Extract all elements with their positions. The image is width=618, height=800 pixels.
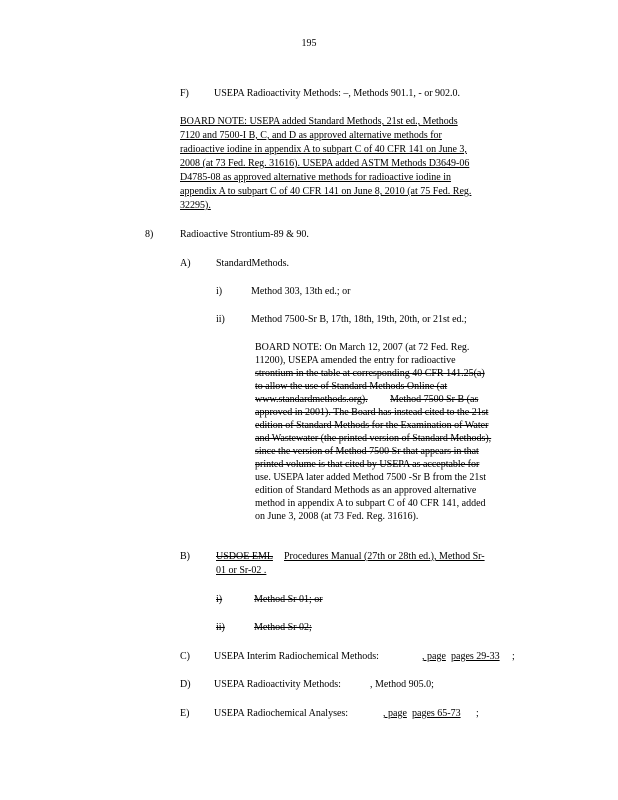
board-note-1-line: 7120 and 7500-I B, C, and D as approved alternative methods for [180, 130, 442, 141]
item-E-label: E) [180, 708, 190, 719]
item-A-text: StandardMethods. [216, 258, 290, 269]
item-B-text: Procedures Manual (27th or 28th ed.), Method Sr- [284, 551, 485, 562]
board-note-1-line: BOARD NOTE: USEPA added Standard Methods, 21st ed., Methods [180, 116, 458, 127]
board-note-2-line: BOARD NOTE: On March 12, 2007 (at 72 Fed. Reg. [255, 342, 470, 353]
board-note-1-line: radioactive iodine in appendix A to subpart C of 40 CFR 141 on June 3, [180, 144, 467, 155]
item-E-text: USEPA Radiochemical Analyses: [214, 708, 349, 719]
board-note-2-line: edition of Standard Methods as an approved alternative [255, 485, 477, 496]
item-A-label: A) [180, 258, 191, 269]
board-note-1-line: appendix A to subpart C of 40 CFR 141 on June 8, 2010 (at 75 Fed. Reg. [180, 186, 472, 197]
board-note-2-deleted-line: Method 7500 Sr B (as [390, 394, 479, 405]
item-E-pages: pages 65-73 [412, 708, 461, 719]
item-B-ii-text: Method Sr 02; [254, 622, 312, 633]
item-B-i-label: i) [216, 594, 223, 605]
board-note-2-line: method in appendix A to subpart C of 40 CFR 141, added [255, 498, 486, 509]
board-note-2-deleted-line: and Wastewater (the printed version of Standard Methods), [255, 433, 492, 444]
item-F-label: F) [180, 88, 189, 99]
item-A-i-label: i) [216, 286, 223, 297]
item-B-label: B) [180, 551, 190, 562]
board-note-2-deleted-line: approved in 2001). The Board has instead cited to the 21st [255, 407, 489, 418]
board-note-2-deleted-line: strontium in the table at corresponding 40 CFR 141.25(a) [255, 368, 485, 379]
item-E-deleted: , page [383, 708, 407, 719]
item-8-label: 8) [145, 229, 154, 240]
board-note-2-deleted-line: to allow the use of Standard Methods Online (at [255, 381, 448, 392]
item-B-text-cont: 01 or Sr-02 . [216, 565, 267, 576]
item-B-deleted-source: USDOE EML [216, 551, 273, 562]
board-note-1-line: 32295). [180, 200, 211, 211]
board-note-2-deleted-line: since the version of Method 7500 Sr that appears in that [255, 446, 479, 457]
item-B-ii-label: ii) [216, 622, 225, 633]
board-note-2-deleted-line: edition of Standard Methods for the Examination of Water [255, 420, 489, 431]
item-B-i-text: Method Sr 01; or [254, 594, 323, 605]
board-note-2-line: 11200), USEPA amended the entry for radioactive [255, 355, 456, 366]
item-C-label: C) [180, 651, 190, 662]
board-note-2-line: on June 3, 2008 (at 73 Fed. Reg. 31616). [255, 511, 419, 522]
item-8-text: Radioactive Strontium-89 & 90. [180, 229, 309, 240]
item-E-end: ; [476, 708, 479, 719]
item-C-pages: pages 29-33 [451, 651, 500, 662]
item-D-label: D) [180, 679, 191, 690]
board-note-1-line: 2008 (at 73 Fed. Reg. 31616). USEPA added ASTM Methods D3649-06 [180, 158, 470, 169]
item-A-ii-label: ii) [216, 314, 225, 325]
page-number: 195 [301, 38, 317, 49]
item-C-end: ; [512, 651, 515, 662]
item-A-ii-text: Method 7500-Sr B, 17th, 18th, 19th, 20th, or 21st ed.; [251, 314, 467, 325]
board-note-1-line: D4785-08 as approved alternative methods for radioactive iodine in [180, 172, 452, 183]
item-C-text: USEPA Interim Radiochemical Methods: [214, 651, 379, 662]
board-note-2-deleted-line: printed volume is that cited by USEPA as acceptable for [255, 459, 480, 470]
board-note-2-deleted-line: www.standardmethods.org). [255, 394, 368, 405]
item-F-text: USEPA Radioactivity Methods: –, Methods 901.1, - or 902.0. [214, 88, 461, 99]
item-D-method: , Method 905.0; [370, 679, 434, 690]
board-note-2-line: use. USEPA later added Method 7500 -Sr B from the 21st [255, 472, 487, 483]
item-A-i-text: Method 303, 13th ed.; or [251, 286, 351, 297]
item-D-text: USEPA Radioactivity Methods: [214, 679, 341, 690]
item-C-deleted: , page [422, 651, 446, 662]
